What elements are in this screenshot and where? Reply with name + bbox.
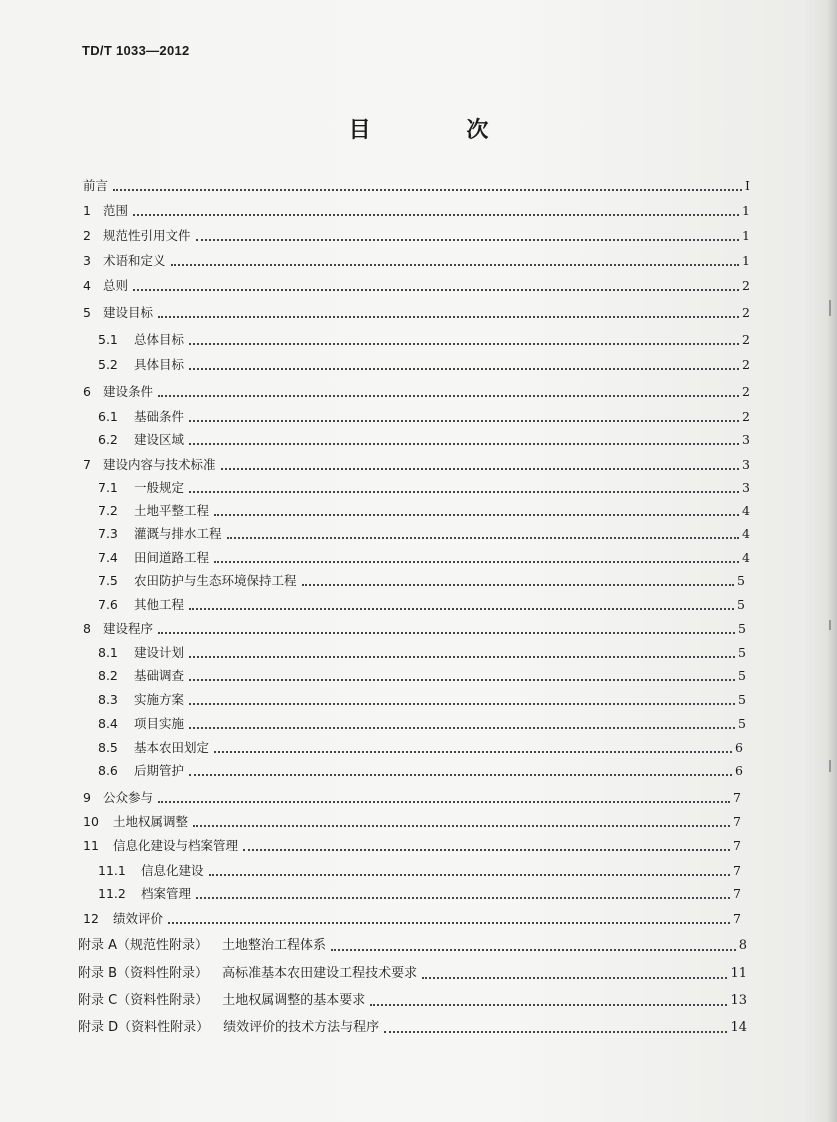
toc-entry-title: 土地平整工程 <box>134 503 210 518</box>
scan-mark <box>829 620 831 630</box>
toc-entry-number: 9 <box>83 790 91 805</box>
toc-entry-title: 农田防护与生态环境保持工程 <box>134 573 297 588</box>
toc-entry-number: 6.2 <box>98 432 118 447</box>
toc-row <box>83 278 750 294</box>
toc-entry-title: 基本农田划定 <box>134 740 210 755</box>
toc-row <box>83 178 750 194</box>
toc-page-number: 1 <box>742 228 750 243</box>
toc-leader-dots <box>158 800 730 803</box>
toc-page-number: 7 <box>733 863 741 878</box>
toc-page-number: 3 <box>742 480 750 495</box>
toc-page-number: 1 <box>742 203 750 218</box>
toc-entry-number: 附录 B（资料性附录） <box>78 966 209 981</box>
toc-entry-title: 建设条件 <box>103 384 154 399</box>
toc-leader-dots <box>189 442 739 445</box>
toc-appendix-row <box>78 1020 747 1036</box>
toc-appendix-row <box>78 993 747 1009</box>
toc-page-number: 1 <box>742 253 750 268</box>
toc-leader-dots <box>196 896 730 899</box>
toc-page-number: 2 <box>742 384 750 399</box>
toc-entry-title: 项目实施 <box>134 716 185 731</box>
toc-row <box>83 384 750 400</box>
toc-entry-number: 附录 A（规范性附录） <box>78 938 209 953</box>
toc-entry-number: 8.6 <box>98 763 118 778</box>
toc-row <box>83 203 750 219</box>
toc-page-number: 8 <box>738 938 747 953</box>
toc-entry-number: 7.5 <box>98 573 118 588</box>
toc-row <box>98 692 746 708</box>
toc-page-number: I <box>745 178 750 193</box>
toc-row <box>98 332 750 348</box>
toc-row <box>98 526 750 542</box>
toc-leader-dots <box>196 238 740 241</box>
toc-row <box>98 763 743 779</box>
toc-entry-number: 11.1 <box>98 863 126 878</box>
toc-leader-dots <box>422 976 727 979</box>
toc-row <box>98 668 746 684</box>
toc-entry-title: 具体目标 <box>134 357 185 372</box>
toc-entry-number: 8.5 <box>98 740 118 755</box>
toc-page-number: 7 <box>733 814 741 829</box>
toc-entry-title: 土地整治工程体系 <box>222 938 327 953</box>
toc-appendix-row <box>78 966 747 982</box>
toc-leader-dots <box>302 583 735 586</box>
toc-leader-dots <box>384 1030 727 1033</box>
toc-entry-number: 附录 C（资料性附录） <box>78 993 209 1008</box>
toc-leader-dots <box>370 1003 727 1006</box>
toc-entry-title: 田间道路工程 <box>134 550 210 565</box>
toc-row <box>98 573 745 589</box>
toc-entry-title: 范围 <box>103 203 129 218</box>
toc-row <box>83 814 741 830</box>
toc-leader-dots <box>189 367 739 370</box>
toc-entry-number: 11 <box>83 838 99 853</box>
toc-page-number: 3 <box>742 432 750 447</box>
toc-page-number: 11 <box>730 966 747 981</box>
toc-leader-dots <box>158 631 735 634</box>
toc-page-number: 5 <box>738 621 746 636</box>
toc-leader-dots <box>209 873 731 876</box>
toc-entry-number: 4 <box>83 278 91 293</box>
toc-entry-title: 绩效评价的技术方法与程序 <box>223 1020 380 1035</box>
page-edge-shadow <box>827 0 837 1122</box>
toc-leader-dots <box>189 726 735 729</box>
toc-leader-dots <box>189 655 735 658</box>
toc-entry-number: 10 <box>83 814 99 829</box>
toc-entry-title: 档案管理 <box>141 886 192 901</box>
toc-entry-title: 建设区域 <box>134 432 185 447</box>
toc-row <box>98 503 750 519</box>
toc-page-number: 6 <box>735 740 743 755</box>
toc-entry-number: 8.2 <box>98 668 118 683</box>
toc-page-number: 14 <box>730 1020 747 1035</box>
toc-entry-title: 灌溉与排水工程 <box>134 526 222 541</box>
toc-leader-dots <box>189 342 739 345</box>
toc-row <box>98 550 750 566</box>
toc-row <box>83 621 746 637</box>
toc-entry-number: 6.1 <box>98 409 118 424</box>
toc-entry-number: 11.2 <box>98 886 126 901</box>
toc-leader-dots <box>133 288 739 291</box>
toc-row <box>98 716 746 732</box>
toc-leader-dots <box>214 560 739 563</box>
toc-page-number: 5 <box>738 692 746 707</box>
toc-page-number: 5 <box>738 716 746 731</box>
toc-entry-number: 8.3 <box>98 692 118 707</box>
toc-entry-number: 8.1 <box>98 645 118 660</box>
toc-leader-dots <box>158 315 739 318</box>
toc-leader-dots <box>189 419 739 422</box>
document-code: TD/T 1033—2012 <box>82 43 190 58</box>
toc-page-number: 2 <box>742 305 750 320</box>
toc-row <box>98 740 743 756</box>
toc-leader-dots <box>168 921 730 924</box>
toc-entry-title: 信息化建设 <box>141 863 204 878</box>
toc-row <box>83 228 750 244</box>
toc-row <box>98 480 750 496</box>
toc-row <box>98 863 741 879</box>
toc-entry-title: 建设目标 <box>103 305 154 320</box>
toc-leader-dots <box>133 213 739 216</box>
toc-leader-dots <box>243 848 730 851</box>
toc-entry-number: 7.1 <box>98 480 118 495</box>
toc-page-number: 4 <box>742 550 750 565</box>
toc-leader-dots <box>189 702 735 705</box>
toc-row <box>98 409 750 425</box>
toc-entry-title: 高标准基本农田建设工程技术要求 <box>222 966 418 981</box>
toc-entry-title: 一般规定 <box>134 480 185 495</box>
toc-entry-title: 总体目标 <box>134 332 185 347</box>
toc-leader-dots <box>189 490 739 493</box>
toc-page-number: 4 <box>742 526 750 541</box>
toc-leader-dots <box>227 536 740 539</box>
toc-entry-number: 7.6 <box>98 597 118 612</box>
toc-entry-number: 12 <box>83 911 99 926</box>
toc-row <box>98 597 745 613</box>
page-title: 目 次 <box>348 118 533 143</box>
toc-entry-title: 建设程序 <box>103 621 154 636</box>
toc-entry-number: 3 <box>83 253 91 268</box>
toc-page-number: 2 <box>742 357 750 372</box>
toc-page-number: 2 <box>742 409 750 424</box>
toc-row <box>83 911 741 927</box>
toc-entry-number: 5.2 <box>98 357 118 372</box>
toc-entry-title: 后期管护 <box>134 763 185 778</box>
scan-mark <box>829 300 831 316</box>
toc-entry-number: 8.4 <box>98 716 118 731</box>
toc-entry-number: 6 <box>83 384 91 399</box>
toc-entry-number: 7.3 <box>98 526 118 541</box>
toc-page-number: 5 <box>738 668 746 683</box>
toc-page-number: 2 <box>742 278 750 293</box>
toc-entry-title: 其他工程 <box>134 597 185 612</box>
toc-page-number: 5 <box>738 645 746 660</box>
toc-page-number: 7 <box>733 790 741 805</box>
toc-entry-title: 实施方案 <box>134 692 185 707</box>
toc-entry-number: 8 <box>83 621 91 636</box>
toc-entry-title: 基础调查 <box>134 668 185 683</box>
toc-entry-number: 前言 <box>83 178 109 193</box>
toc-page-number: 7 <box>733 838 741 853</box>
toc-row <box>83 253 750 269</box>
toc-entry-title: 总则 <box>103 278 129 293</box>
toc-entry-number: 5 <box>83 305 91 320</box>
toc-row <box>98 645 746 661</box>
toc-entry-number: 5.1 <box>98 332 118 347</box>
toc-row <box>98 432 750 448</box>
toc-page-number: 5 <box>737 573 745 588</box>
toc-leader-dots <box>189 773 732 776</box>
toc-entry-title: 土地权属调整 <box>113 814 189 829</box>
toc-leader-dots <box>171 263 740 266</box>
toc-page-number: 3 <box>742 457 750 472</box>
toc-page-number: 2 <box>742 332 750 347</box>
toc-row <box>83 457 750 473</box>
toc-entry-number: 2 <box>83 228 91 243</box>
toc-leader-dots <box>113 188 742 191</box>
toc-row <box>83 790 741 806</box>
toc-leader-dots <box>214 750 732 753</box>
toc-page-number: 4 <box>742 503 750 518</box>
toc-entry-title: 建设计划 <box>134 645 185 660</box>
toc-entry-title: 信息化建设与档案管理 <box>113 838 239 853</box>
toc-entry-title: 规范性引用文件 <box>103 228 191 243</box>
toc-row <box>98 886 741 902</box>
toc-entry-number: 7 <box>83 457 91 472</box>
toc-entry-number: 7.4 <box>98 550 118 565</box>
toc-page-number: 7 <box>733 886 741 901</box>
toc-page-number: 13 <box>730 993 747 1008</box>
toc-entry-title: 土地权属调整的基本要求 <box>222 993 366 1008</box>
toc-leader-dots <box>214 513 739 516</box>
toc-entry-title: 基础条件 <box>134 409 185 424</box>
toc-entry-title: 术语和定义 <box>103 253 166 268</box>
toc-row <box>83 305 750 321</box>
toc-row <box>98 357 750 373</box>
toc-leader-dots <box>189 678 735 681</box>
toc-leader-dots <box>189 607 734 610</box>
toc-entry-title: 建设内容与技术标准 <box>103 457 216 472</box>
toc-leader-dots <box>158 394 739 397</box>
toc-entry-number: 7.2 <box>98 503 118 518</box>
toc-page-number: 7 <box>733 911 741 926</box>
toc-leader-dots <box>221 467 740 470</box>
toc-entry-number: 附录 D（资料性附录） <box>78 1020 210 1035</box>
toc-page-number: 6 <box>735 763 743 778</box>
toc-page-number: 5 <box>737 597 745 612</box>
scan-mark <box>829 760 831 772</box>
toc-entry-title: 绩效评价 <box>113 911 164 926</box>
toc-entry-title: 公众参与 <box>103 790 154 805</box>
toc-entry-number: 1 <box>83 203 91 218</box>
toc-leader-dots <box>331 948 736 951</box>
toc-row <box>83 838 741 854</box>
toc-leader-dots <box>193 824 730 827</box>
toc-appendix-row <box>78 938 747 954</box>
